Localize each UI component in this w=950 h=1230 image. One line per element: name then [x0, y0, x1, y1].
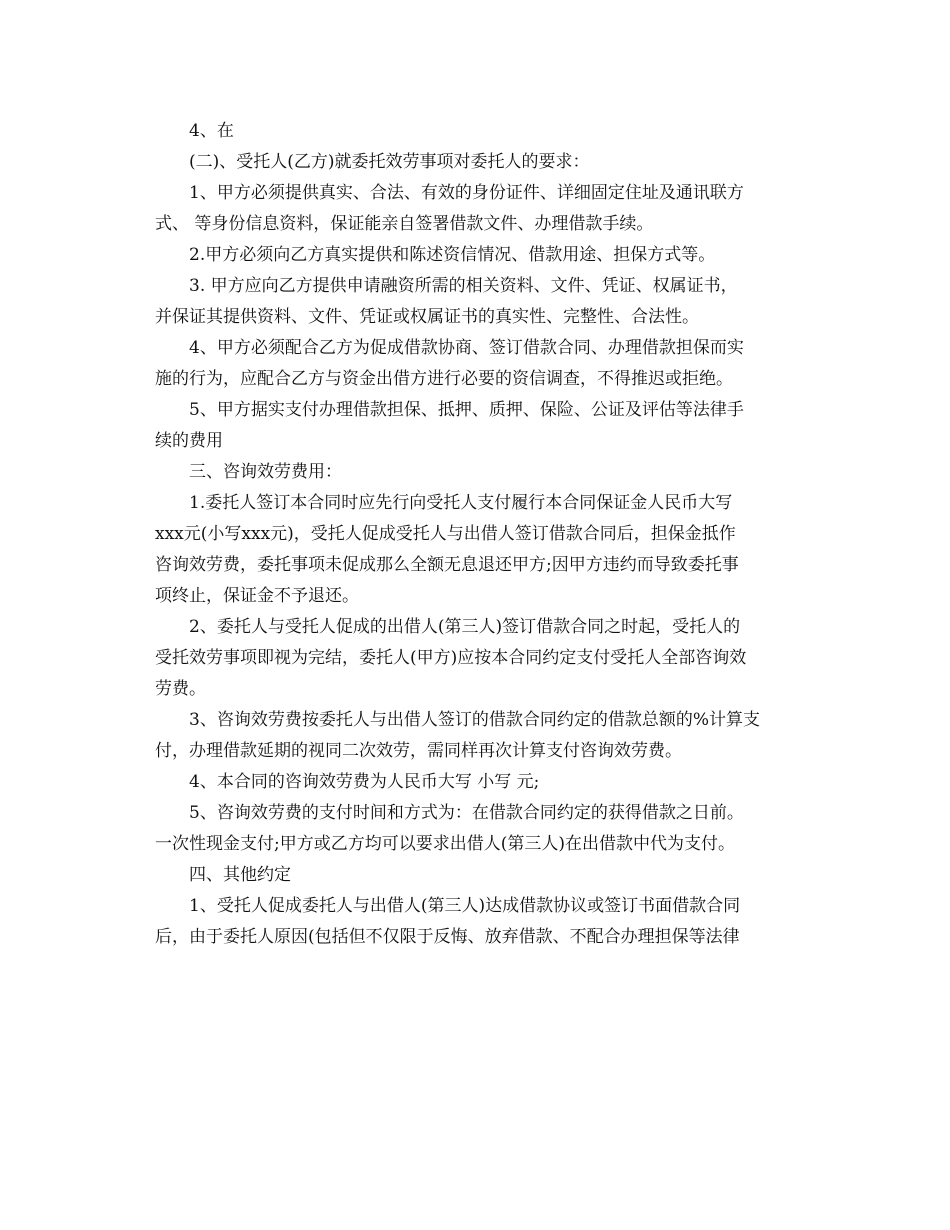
text-line: 施的行为，应配合乙方与资金出借方进行必要的资信调查，不得推迟或拒绝。 — [155, 369, 733, 389]
text-line: 并保证其提供资料、文件、凭证或权属证书的真实性、完整性、合法性。 — [155, 307, 699, 327]
text-line: 项终止，保证金不予退还。 — [155, 586, 359, 606]
text-line: xxx元(小写xxx元)，受托人促成受托人与出借人签订借款合同后，担保金抵作 — [155, 524, 736, 544]
text-line: 付，办理借款延期的视同二次效劳，需同样再次计算支付咨询效劳费。 — [155, 741, 682, 761]
text-line: 3、咨询效劳费按委托人与出借人签订的借款合同约定的借款总额的%计算支 — [189, 710, 760, 730]
clause-1-identity-documents — [155, 178, 795, 240]
clause-2-credit-info — [155, 240, 795, 271]
fee-clause-3-calculation — [155, 705, 795, 767]
text-line: 续的费用 — [155, 431, 223, 451]
fee-clause-2-completion — [155, 612, 795, 705]
clause-4-cooperation — [155, 333, 795, 395]
text-line: 2.甲方必须向乙方真实提供和陈述资信情况、借款用途、担保方式等。 — [189, 245, 716, 265]
fee-clause-4-amount — [155, 767, 795, 798]
text-line: 1、受托人促成委托人与出借人(第三人)达成借款协议或签订书面借款合同 — [189, 896, 741, 916]
text-line: 5、咨询效劳费的支付时间和方式为：在借款合同约定的获得借款之日前。 — [189, 803, 744, 823]
text-line: 一次性现金支付;甲方或乙方均可以要求出借人(第三人)在出借款中代为支付。 — [155, 834, 735, 854]
fee-clause-1-deposit — [155, 488, 795, 612]
document-body — [155, 116, 795, 953]
text-line: 后，由于委托人原因(包括但不仅限于反悔、放弃借款、不配合办理担保等法律 — [155, 927, 740, 947]
section-heading-consulting-fees — [155, 457, 795, 488]
other-clause-1-breach — [155, 891, 795, 953]
text-line: 三、咨询效劳费用： — [189, 462, 342, 482]
paragraph-4-in — [155, 116, 795, 147]
text-line: 4、甲方必须配合乙方为促成借款协商、签订借款合同、办理借款担保而实 — [189, 338, 744, 358]
text-line: 3. 甲方应向乙方提供申请融资所需的相关资料、文件、凭证、权属证书， — [189, 276, 738, 296]
text-line: (二)、受托人(乙方)就委托效劳事项对委托人的要求： — [189, 152, 590, 172]
text-line: 咨询效劳费，委托事项未促成那么全额无息退还甲方;因甲方违约而导致委托事 — [155, 555, 739, 575]
text-line: 受托效劳事项即视为完结，委托人(甲方)应按本合同约定支付受托人全部咨询效 — [155, 648, 747, 668]
fee-clause-5-payment-method — [155, 798, 795, 860]
text-line: 4、本合同的咨询效劳费为人民币大写 小写 元; — [189, 772, 540, 792]
section-heading-other-agreements — [155, 860, 795, 891]
text-line: 劳费。 — [155, 679, 206, 699]
text-line: 四、其他约定 — [189, 865, 291, 885]
text-line: 4、在 — [189, 121, 234, 141]
clause-3-financing-materials — [155, 271, 795, 333]
text-line: 5、甲方据实支付办理借款担保、抵押、质押、保险、公证及评估等法律手 — [189, 400, 744, 420]
text-line: 1.委托人签订本合同时应先行向受托人支付履行本合同保证金人民币大写 — [189, 493, 733, 513]
text-line: 2、委托人与受托人促成的出借人(第三人)签订借款合同之时起，受托人的 — [189, 617, 741, 637]
section-heading-trustee-requirements — [155, 147, 795, 178]
text-line: 式、 等身份信息资料，保证能亲自签署借款文件、办理借款手续。 — [155, 214, 654, 234]
clause-5-fees-payment — [155, 395, 795, 457]
text-line: 1、甲方必须提供真实、合法、有效的身份证件、详细固定住址及通讯联方 — [189, 183, 744, 203]
